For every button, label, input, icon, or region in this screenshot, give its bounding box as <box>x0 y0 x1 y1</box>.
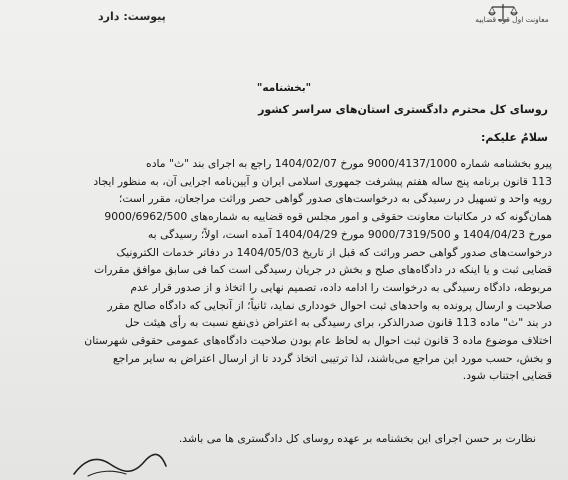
attachment-value: دارد <box>98 10 120 23</box>
recipient-line: روسای کل محترم دادگستری استان‌های سراسر کشور <box>258 103 548 116</box>
body-line: پیرو بخشنامه شماره 9000/4137/1000 مورخ 1404/02/07 راجع به اجرای بند "ث" ماده <box>146 157 552 170</box>
document-body <box>12 155 552 385</box>
handwritten-signature <box>70 452 170 480</box>
body-line: صلاحیت و ارسال پرونده به واحدهای ثبت احوال خودداری نماید، ثانیاً؛ از آنجایی که دادگاه صالح مقرر <box>107 298 552 312</box>
organization-name: معاونت اول قوه قضاییه <box>475 15 549 24</box>
body-line: مورخ 1404/04/23 و 9000/7319/500 مورخ 1404/04/29 آمده است، اولاً؛ رسیدگی به <box>147 227 552 241</box>
body-line: قضایی ثبت و یا اینکه در دادگاه‌های صلح و بخش در جریان رسیدگی است کما فی سابق موافق مقررات <box>94 263 552 277</box>
body-line: درخواست‌های صدور گواهی حصر وراثت که قبل از تاریخ 1404/05/03 در دفاتر خدمات الکترونیک <box>116 245 552 259</box>
body-line: مربوطه، دادگاه رسیدگی به درخواست را ادامه داده، تصمیم نهایی را اتخاذ و از صدور قرار عدم <box>130 280 552 294</box>
body-line: قضایی اجتناب شود. <box>462 369 552 383</box>
body-line: رویه واحد و تسهیل در رسیدگی به درخواست‌های صدور گواهی حصر وراثت مراجعان، مقرر است؛ <box>118 192 552 206</box>
document-title: "بخشنامه" <box>256 82 312 94</box>
body-line: 113 قانون برنامه پنج ساله هفتم پیشرفت جمهوری اسلامی ایران و آیین‌نامه اجرایی آن، به منظور ایجاد <box>93 174 552 188</box>
attachment-info <box>98 10 166 23</box>
attachment-label: پیوست: <box>123 10 166 23</box>
body-line: همان‌گونه که در مکاتبات معاونت حقوقی و امور مجلس قوه قضاییه به شماره‌های 9000/6962/500 <box>104 210 552 224</box>
closing-line: نظارت بر حسن اجرای این بخشنامه بر عهده روسای کل دادگستری ها می باشد. <box>178 432 536 445</box>
body-line: اختلاف موضوع ماده 3 قانون ثبت احوال به لحاظ عام بودن صلاحیت دادگاه‌های عمومی حقوقی شهرستان <box>84 334 552 348</box>
body-line: در بند "ث" ماده 113 قانون صدرالذکر، برای رسیدگی به اعتراض ذی‌نفع نسبت به رأی هیئت حل <box>124 316 552 330</box>
body-line: و بخش، حسب مورد این مراجع می‌باشند، لذا ترتیبی اتخاذ گردد تا از ارسال اعتراض به سایر مراجع <box>112 351 552 365</box>
greeting-line: سلامٌ علیکم: <box>481 131 548 144</box>
